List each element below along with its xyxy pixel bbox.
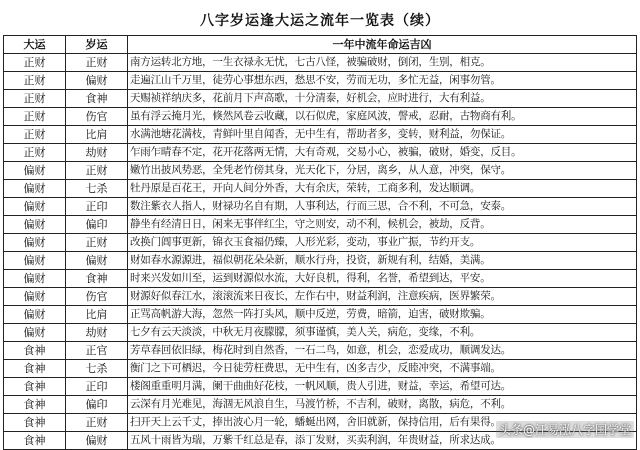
- cell-dayun: 偏财: [4, 270, 66, 288]
- cell-suiyun: 偏印: [66, 396, 128, 414]
- table-row: [4, 270, 637, 288]
- cell-dayun: 食神: [4, 396, 66, 414]
- cell-dayun: 偏财: [4, 162, 66, 180]
- table-row: [4, 234, 637, 252]
- cell-fortune: 走遍江山千万里，徒劳心事想东西，愁思不安，劳而无功，多忙无益，闲事勿管。: [128, 72, 637, 90]
- cell-dayun: 正财: [4, 90, 66, 108]
- cell-suiyun: 正财: [66, 234, 128, 252]
- cell-dayun: 正财: [4, 108, 66, 126]
- header-suiyun: 岁运: [66, 36, 128, 54]
- cell-dayun: 偏财: [4, 234, 66, 252]
- cell-dayun: 正财: [4, 72, 66, 90]
- cell-suiyun: 正印: [66, 198, 128, 216]
- cell-dayun: 偏财: [4, 252, 66, 270]
- table-row: [4, 54, 637, 72]
- cell-fortune: 嫩竹出披风势恶，全凭老竹傍其身，光天化下，分居，离乡，从人意，冲突，保守。: [128, 162, 637, 180]
- cell-dayun: 偏财: [4, 288, 66, 306]
- cell-fortune: 七夕有云天淡淡，中秋无月夜朦朦，须事谨慎，美人关，病危，变缘，不利。: [128, 324, 637, 342]
- cell-fortune: 南方运转北方地，一生衣禄永无忧，七古八怪，被骗破财，倒闭，生别，相克。: [128, 54, 637, 72]
- cell-fortune: 五风十雨皆为瑞，万紫千红总是春，添丁发财，买卖利润，年贵财益，所求达成。: [128, 432, 637, 450]
- cell-fortune: 静坐有经清日日，闲来无事伴红尘，守之则安，动不利，候机会，被劫，反背。: [128, 216, 637, 234]
- cell-dayun: 食神: [4, 360, 66, 378]
- header-fortune: 一年中流年命运吉凶: [128, 36, 637, 54]
- cell-fortune: 天赐祯祥纳庆多，花前月下声高歌，十分清泰，好机会，应时进行，大有利益。: [128, 90, 637, 108]
- cell-suiyun: 正官: [66, 342, 128, 360]
- cell-fortune: 虽有浮云掩月光，倏然风卷云收藏，以石似虎，家庭风波，謦戒，忍耐，古物商有利。: [128, 108, 637, 126]
- cell-fortune: 水满池塘花满枝，青鲜叶里自闻香，无中生有，帮助者多，变转，财利益，勿保证。: [128, 126, 637, 144]
- cell-suiyun: 食神: [66, 90, 128, 108]
- cell-fortune: 扫开天上云千丈，捧出波心月一轮，蟠蜒出网，舍旧就新，保持信用，后有果得。: [128, 414, 637, 432]
- cell-dayun: 偏财: [4, 216, 66, 234]
- cell-suiyun: 正财: [66, 414, 128, 432]
- table-row: [4, 324, 637, 342]
- table-body: [4, 54, 637, 450]
- cell-suiyun: 偏印: [66, 216, 128, 234]
- cell-suiyun: 劫财: [66, 324, 128, 342]
- cell-suiyun: 食神: [66, 270, 128, 288]
- table-row: [4, 126, 637, 144]
- cell-dayun: 食神: [4, 342, 66, 360]
- table-row: [4, 198, 637, 216]
- cell-fortune: 改换门阊事更新，锦衣玉食福仍臻，人形光彩，变动，事业广振，节约开支。: [128, 234, 637, 252]
- cell-suiyun: 伤官: [66, 108, 128, 126]
- cell-dayun: 食神: [4, 378, 66, 396]
- cell-dayun: 偏财: [4, 180, 66, 198]
- table-row: [4, 378, 637, 396]
- cell-suiyun: 比肩: [66, 126, 128, 144]
- cell-suiyun: 七杀: [66, 360, 128, 378]
- cell-suiyun: 正印: [66, 378, 128, 396]
- cell-suiyun: 偏财: [66, 252, 128, 270]
- cell-fortune: 数注紫衣人指人，财禄功名自有期，人事利达，行而三思，合不利，不可急，安泰。: [128, 198, 637, 216]
- table-row: [4, 90, 637, 108]
- cell-fortune: 牡丹原是百花王，开向人间分外香，大有余庆，荣转，工商多利，发达顺调。: [128, 180, 637, 198]
- cell-suiyun: 比肩: [66, 306, 128, 324]
- cell-dayun: 正财: [4, 54, 66, 72]
- cell-fortune: 云深有月光难见，海涸无风浪自生，马渡竹桥，不吉利，破财，离散，病危，不利。: [128, 396, 637, 414]
- cell-dayun: 偏财: [4, 306, 66, 324]
- table-row: [4, 108, 637, 126]
- table-row: [4, 306, 637, 324]
- cell-suiyun: 偏财: [66, 432, 128, 450]
- table-row: [4, 180, 637, 198]
- cell-dayun: 偏财: [4, 198, 66, 216]
- cell-suiyun: 七杀: [66, 180, 128, 198]
- table-row: [4, 360, 637, 378]
- cell-fortune: 财源好似春江水，滚滚流来日夜长，左作右中，财益利润，注意疾病，医界繁荣。: [128, 288, 637, 306]
- cell-suiyun: 劫财: [66, 144, 128, 162]
- table-row: [4, 216, 637, 234]
- cell-fortune: 芳草春回依旧绿，梅花时到自然香，一石二鸟，如意，机会，恋爱成功，顺调发达。: [128, 342, 637, 360]
- cell-fortune: 时来兴发如川至，运到财源似水流，大好良机，得利，名誉，希望到达，平安。: [128, 270, 637, 288]
- cell-fortune: 正骂高帆游大海，忽然一阵打头风，顺中反逆，劳费，暗箭，迫害，破财欺骗。: [128, 306, 637, 324]
- table-header-row: [4, 36, 637, 54]
- cell-dayun: 正财: [4, 126, 66, 144]
- cell-fortune: 楼阁重重明月满，阑干曲曲好花枝，一帆风顺，贵人引进，财益，幸运，希望可达。: [128, 378, 637, 396]
- table-row: [4, 252, 637, 270]
- table-row: [4, 342, 637, 360]
- cell-suiyun: 偏财: [66, 72, 128, 90]
- table-row: [4, 288, 637, 306]
- cell-suiyun: 伤官: [66, 288, 128, 306]
- table-row: [4, 162, 637, 180]
- watermark: 头条@汪易泓八字国学堂: [496, 421, 634, 438]
- cell-fortune: 财如春水源源进，福似朝花朵朵新，顺水行舟，投资，新规有利，结婚，美满。: [128, 252, 637, 270]
- cell-suiyun: 正财: [66, 54, 128, 72]
- cell-dayun: 偏财: [4, 324, 66, 342]
- page-title: 八字岁运逢大运之流年一览表（续）: [200, 13, 440, 29]
- liunian-table: [3, 35, 637, 450]
- cell-dayun: 食神: [4, 414, 66, 432]
- cell-fortune: 衡门之下可栖迟，今日徒劳枉费思，无中生有，凶多吉少，反睦冲突，不满事端。: [128, 360, 637, 378]
- cell-dayun: 食神: [4, 432, 66, 450]
- header-dayun: 大运: [4, 36, 66, 54]
- cell-fortune: 乍雨乍晴春不定，花开花落两无情，大有奇观，交易小心，被骗，破财，婚变，反目。: [128, 144, 637, 162]
- table-row: [4, 144, 637, 162]
- table-row: [4, 72, 637, 90]
- cell-dayun: 正财: [4, 144, 66, 162]
- cell-suiyun: 正财: [66, 162, 128, 180]
- table-row: [4, 396, 637, 414]
